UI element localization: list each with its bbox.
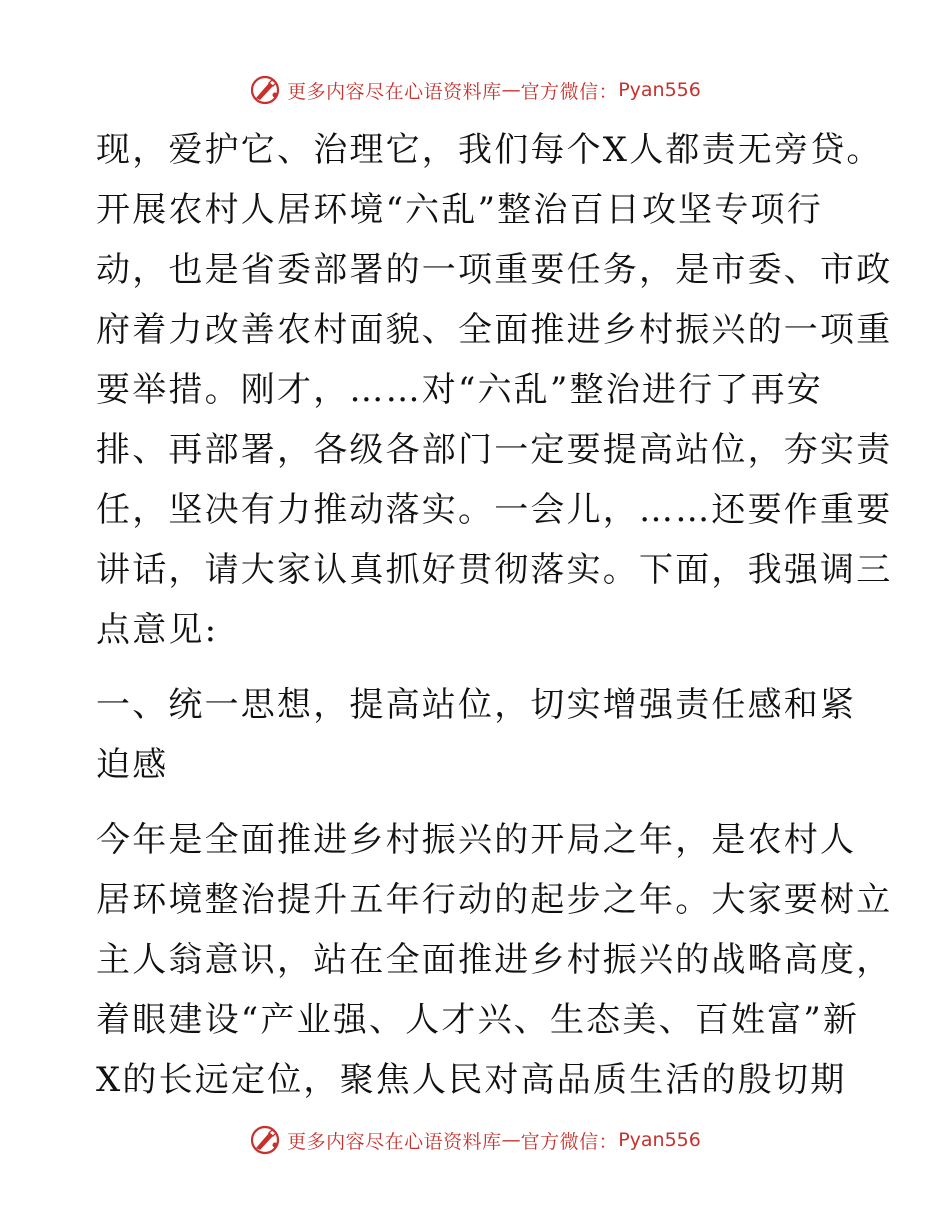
heading-line: 迫感 (96, 745, 169, 785)
header-watermark (0, 70, 950, 110)
text-line: 动，也是省委部署的一项重要任务，是市委、市政 (96, 250, 893, 290)
text-line: 开展农村人居环境“六乱”整治百日攻坚专项行 (96, 190, 823, 230)
paragraph-2 (96, 810, 893, 1110)
footer-watermark (0, 1120, 950, 1160)
watermark-brand-text: 更多内容尽在心语资料库 (287, 80, 502, 103)
text-line: 着眼建设“产业强、人才兴、生态美、百姓富”新 (96, 1000, 860, 1040)
text-line: 点意见: (96, 610, 219, 650)
text-line: 主人翁意识，站在全面推进乡村振兴的战略高度， (96, 940, 893, 980)
text-line: 现，爱护它、治理它，我们每个X人都责无旁贷。 (96, 130, 883, 170)
text-line: 任，坚决有力推动落实。一会儿，……还要作重要 (96, 490, 893, 530)
text-line: X的长远定位，聚焦人民对高品质生活的殷切期 (96, 1060, 847, 1100)
section-heading-1 (96, 675, 856, 795)
pen-logo-icon (249, 1124, 281, 1156)
text-line: 讲话，请大家认真抓好贯彻落实。下面，我强调三 (96, 550, 893, 590)
watermark-wechat-label: 官方微信： (520, 1130, 619, 1153)
watermark-separator: — (501, 79, 521, 101)
watermark-brand-text: 更多内容尽在心语资料库 (287, 1130, 502, 1153)
pen-logo-icon (249, 74, 281, 106)
watermark-wechat-id: Pyan556 (618, 79, 701, 101)
text-line: 排、再部署，各级各部门一定要提高站位，夯实责 (96, 430, 893, 470)
watermark-wechat-id: Pyan556 (618, 1129, 701, 1151)
text-line: 要举措。刚才，……对“六乱”整治进行了再安 (96, 370, 823, 410)
paragraph-1 (96, 120, 893, 660)
heading-line: 一、统一思想，提高站位，切实增强责任感和紧 (96, 685, 857, 725)
watermark-separator: — (501, 1129, 521, 1151)
text-line: 今年是全面推进乡村振兴的开局之年，是农村人 (96, 820, 857, 860)
document-body (96, 120, 893, 1110)
text-line: 府着力改善农村面貌、全面推进乡村振兴的一项重 (96, 310, 893, 350)
watermark-wechat-label: 官方微信： (520, 80, 619, 103)
paragraph-gap (96, 660, 856, 675)
text-line: 居环境整治提升五年行动的起步之年。大家要树立 (96, 880, 893, 920)
paragraph-gap (96, 795, 856, 810)
